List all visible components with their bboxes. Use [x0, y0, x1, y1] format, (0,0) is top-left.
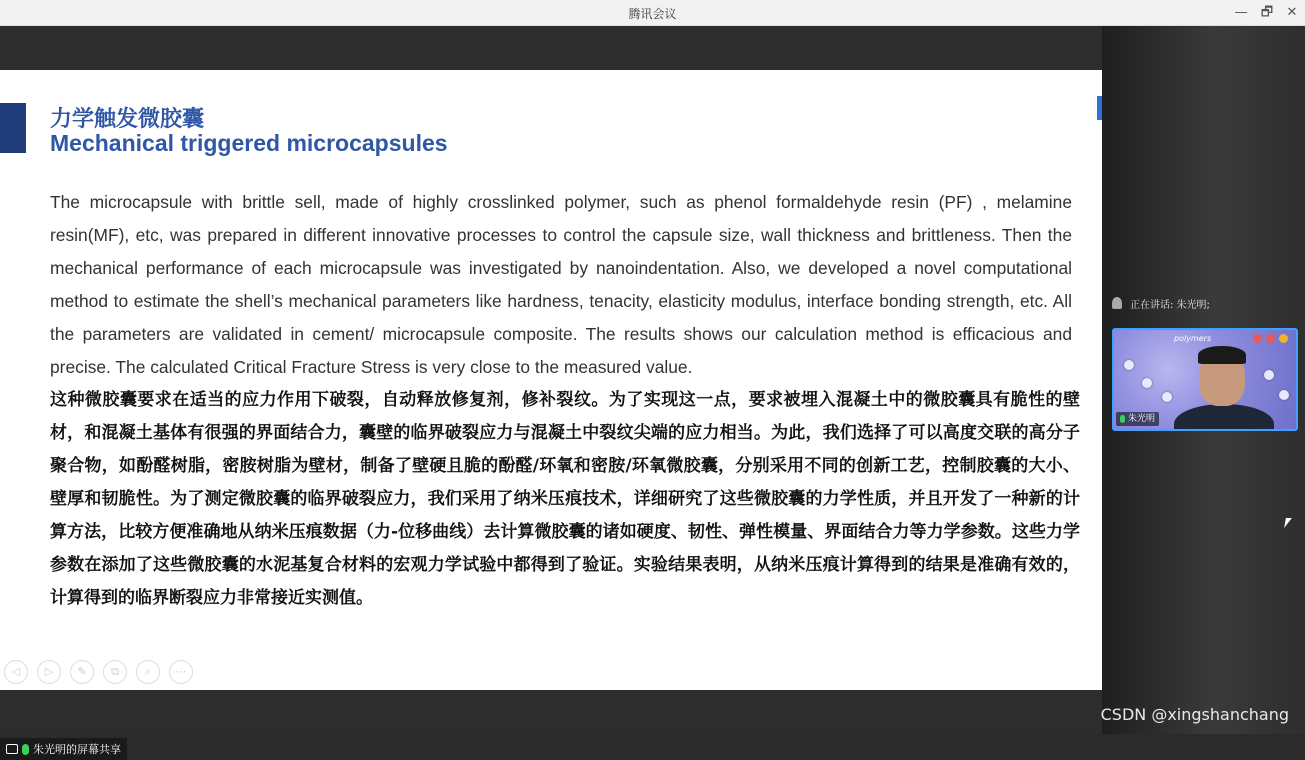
participant-panel: [1102, 26, 1305, 734]
slide-body-chinese: 这种微胶囊要求在适当的应力作用下破裂，自动释放修复剂，修补裂纹。为了实现这一点，要求被埋入混凝土中的微胶囊具有脆性的壁材，和混凝土基体有很强的界面结合力，囊壁的临界破裂应力与混凝土中裂纹尖端的应力相当。为此，我们选择了可以高度交联的高分子聚合物，如酚醛树脂，密胺树脂为壁材，制备了壁硬且脆的酚醛/环氧和密胺/环氧微胶囊，分别采用不同的创新工艺，控制胶囊的大小、壁厚和韧脆性。为了测定微胶囊的临界破裂应力，我们采用了纳米压痕技术，详细研究了这些微胶囊的力学性质，并且开发了一种新的计算方法，比较方便准确地从纳米压痕数据（力-位移曲线）去计算微胶囊的诸如硬度、韧性、弹性模量、界面结合力等力学参数。这些力学参数在添加了这些微胶囊的水泥基复合材料的宏观力学试验中都得到了验证。实验结果表明，从纳米压痕计算得到的结果是准确有效的，计算得到的临界断裂应力非常接近实测值。: [50, 390, 1080, 608]
window-titlebar: [0, 0, 1305, 26]
molecule-decoration: [1124, 360, 1134, 370]
more-icon[interactable]: ⋯: [169, 660, 193, 684]
screen-share-indicator[interactable]: [0, 738, 127, 760]
participant-video-tile[interactable]: [1112, 328, 1298, 431]
microphone-icon: [22, 744, 29, 755]
participant-name: 朱光明: [1128, 414, 1156, 424]
microphone-icon: [1120, 415, 1125, 423]
molecule-decoration: [1264, 370, 1274, 380]
speaking-label: 正在讲话: 朱光明;: [1130, 299, 1210, 311]
window-title: 腾讯会议: [628, 7, 677, 21]
status-dot: [1253, 334, 1262, 343]
csdn-watermark: CSDN @xingshanchang: [1100, 705, 1289, 724]
slide-body-english: The microcapsule with brittle sell, made of highly crosslinked polymer, such as phenol formaldehyde resin (PF) , melamine resin(MF), etc, was prepared in different innovative processes to control the capsule size, wall thickness and brittleness. Then the mechanical performance of each microcapsule was investigated by nanoindentation. Also, we developed a novel computational method to estimate the shell’s mechanical parameters like hardness, tenacity, elasticity modulus, interface bonding strength, etc. All the parameters are validated in cement/ microcapsule composite. The results shows our calculation method is efficacious and precise. The calculated Critical Fracture Stress is very close to the measured value.: [50, 192, 1072, 377]
slide-title-english: Mechanical triggered microcapsules: [50, 130, 448, 156]
minimize-button[interactable]: —: [1234, 5, 1248, 20]
next-slide-icon[interactable]: ▷: [37, 660, 61, 684]
slide-toolbar: [4, 660, 193, 684]
participant-shoulders: [1174, 404, 1274, 431]
status-dot: [1266, 334, 1275, 343]
prev-slide-icon[interactable]: ◁: [4, 660, 28, 684]
shared-screen-stage: [0, 26, 1102, 756]
presentation-slide: [0, 70, 1102, 690]
restore-button[interactable]: 🗗: [1260, 5, 1274, 20]
video-tile-dots: [1253, 334, 1288, 343]
title-accent-bar: [0, 103, 26, 153]
slide-title-chinese: 力学触发微胶囊: [50, 107, 205, 132]
participant-name-tag: [1116, 412, 1159, 426]
copy-icon[interactable]: ⧉: [103, 660, 127, 684]
molecule-decoration: [1142, 378, 1152, 388]
close-button[interactable]: ✕: [1286, 5, 1298, 20]
speaker-icon: [1112, 297, 1122, 309]
speaking-indicator: [1112, 294, 1302, 312]
molecule-decoration: [1162, 392, 1172, 402]
participant-hair: [1198, 346, 1246, 364]
video-background-text: polymers: [1174, 334, 1212, 343]
status-dot: [1279, 334, 1288, 343]
zoom-icon[interactable]: ⌕: [136, 660, 160, 684]
molecule-decoration: [1279, 390, 1289, 400]
screen-share-icon: [6, 744, 18, 754]
pen-icon[interactable]: ✎: [70, 660, 94, 684]
screen-share-label: 朱光明的屏幕共享: [33, 743, 121, 756]
